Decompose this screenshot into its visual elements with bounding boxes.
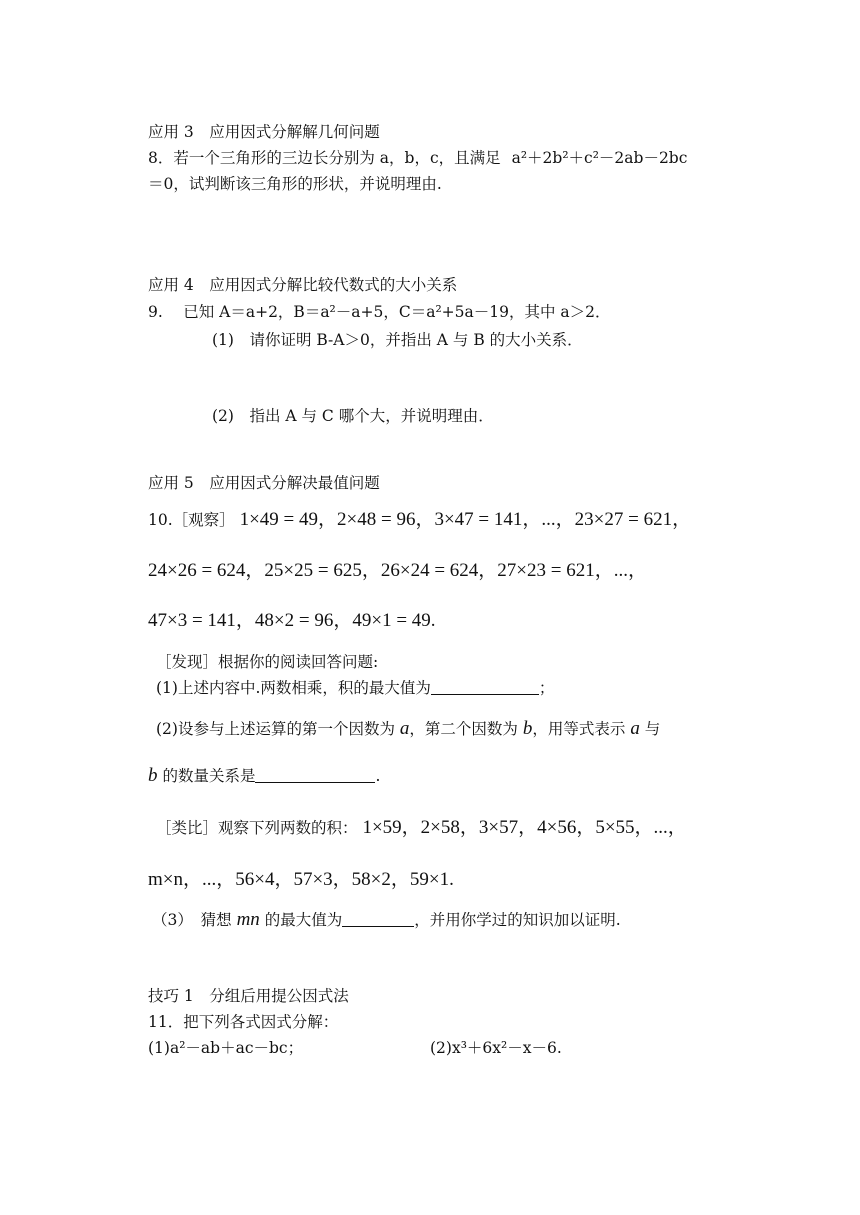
question-9-part-1: (1) 请你证明 B-A＞0，并指出 A 与 B 的大小关系． [212, 331, 583, 349]
observation-line-3: 47×3 = 141，48×2 = 96，49×1 = 49. [148, 610, 436, 631]
section-heading-5: 应用 5 应用因式分解决最值问题 [148, 474, 380, 492]
question-11-text: 11．把下列各式因式分解： [148, 1013, 339, 1031]
analogy-products-1: 1×59，2×58，3×57，4×56，5×55，...， [362, 817, 687, 838]
variable-b-2: b [148, 765, 158, 786]
variable-mn: mn [236, 909, 260, 930]
answer-blank-1[interactable] [431, 680, 539, 695]
question-10-part-2-line-2: b 的数量关系是 . [148, 765, 381, 786]
question-10-part-1: (1)上述内容中.两数相乘，积的最大值为 ； [156, 679, 555, 697]
section-heading-3: 应用 3 应用因式分解解几何问题 [148, 123, 380, 141]
question-10-line-1 [148, 510, 691, 530]
question-8-line-1 [148, 148, 687, 168]
question-9-part-2: (2) 指出 A 与 C 哪个大，并说明理由． [212, 407, 494, 425]
analogy-label: ［类比］观察下列两数的积： [156, 819, 358, 837]
question-11-part-1: (1)a²－ab＋ac－bc； [148, 1039, 304, 1057]
question-8-line-2: ＝0，试判断该三角形的形状，并说明理由. [148, 175, 442, 193]
variable-a-2: a [630, 718, 640, 739]
question-11-part-2: (2)x³＋6x²－x－6. [430, 1039, 562, 1057]
answer-blank-2[interactable] [255, 768, 375, 783]
question-9-text: 9. 已知 A＝a+2，B＝a²－a+5，C＝a²+5a－19，其中 a＞2． [148, 303, 611, 321]
variable-a: a [399, 718, 410, 739]
section-heading-4: 应用 4 应用因式分解比较代数式的大小关系 [148, 276, 458, 294]
question-10-label: 10.［观察］ [148, 511, 235, 529]
analogy-line-1 [156, 818, 687, 838]
answer-blank-3[interactable] [342, 912, 414, 927]
observation-line-2: 24×26 = 624，25×25 = 625，26×24 = 624，27×23 = 621，...， [148, 560, 647, 581]
section-heading-technique-1: 技巧 1 分组后用提公因式法 [148, 987, 349, 1005]
question-8-equation: a²＋2b²＋c²－2ab－2bc [511, 149, 688, 167]
observation-line-1: 1×49 = 49，2×48 = 96，3×47 = 141，...，23×27 = 621， [239, 509, 692, 530]
analogy-products-2: m×n，...，56×4，57×3，58×2，59×1. [148, 869, 454, 890]
discovery-label: ［发现］根据你的阅读回答问题: [156, 653, 379, 671]
question-10-part-3: （3） 猜想 mn 的最大值为 ，并用你学过的知识加以证明. [152, 909, 621, 930]
variable-b: b [522, 718, 533, 739]
question-10-part-2-line-1: (2)设参与上述运算的第一个因数为 a，第二个因数为 b，用等式表示 a 与 [156, 718, 661, 739]
question-8-intro: 8．若一个三角形的三边长分别为 a，b，c，且满足 [148, 149, 501, 167]
